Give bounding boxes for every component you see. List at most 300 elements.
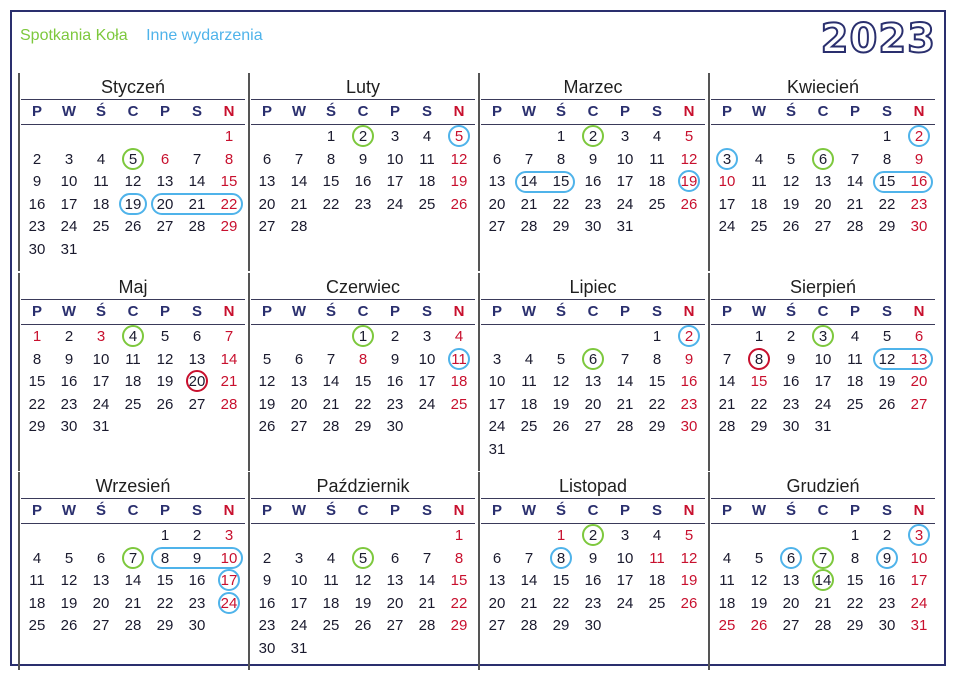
day-cell[interactable] [673,193,705,216]
day-cell[interactable] [443,370,475,393]
day-cell[interactable] [283,170,315,193]
day-cell[interactable] [347,148,379,171]
day-cell[interactable] [839,547,871,570]
day-cell[interactable] [839,170,871,193]
day-cell[interactable] [545,415,577,438]
day-cell[interactable] [251,348,283,371]
day-cell[interactable] [545,193,577,216]
day-cell[interactable] [839,592,871,615]
day-cell[interactable] [53,547,85,570]
day-cell[interactable] [775,614,807,637]
day-cell[interactable] [283,569,315,592]
day-cell[interactable] [149,524,181,547]
day-cell[interactable] [443,524,475,547]
day-cell[interactable] [443,148,475,171]
day-cell[interactable] [315,170,347,193]
day-cell[interactable] [85,193,117,216]
day-cell[interactable] [513,569,545,592]
day-cell[interactable] [21,348,53,371]
day-cell[interactable] [673,148,705,171]
day-cell[interactable] [347,125,379,148]
day-cell[interactable] [443,348,475,371]
day-cell[interactable] [743,170,775,193]
day-cell[interactable] [711,569,743,592]
day-cell[interactable] [481,215,513,238]
day-cell[interactable] [807,614,839,637]
day-cell[interactable] [117,215,149,238]
day-cell[interactable] [411,348,443,371]
day-cell[interactable] [743,415,775,438]
day-cell[interactable] [149,370,181,393]
day-cell[interactable] [181,370,213,393]
day-cell[interactable] [775,592,807,615]
day-cell[interactable] [283,614,315,637]
day-cell[interactable] [807,569,839,592]
day-cell[interactable] [903,193,935,216]
day-cell[interactable] [53,370,85,393]
day-cell[interactable] [251,614,283,637]
day-cell[interactable] [315,415,347,438]
day-cell[interactable] [609,569,641,592]
day-cell[interactable] [85,569,117,592]
day-cell[interactable] [411,614,443,637]
day-cell[interactable] [181,215,213,238]
day-cell[interactable] [839,569,871,592]
day-cell[interactable] [481,193,513,216]
day-cell[interactable] [149,614,181,637]
day-cell[interactable] [181,524,213,547]
day-cell[interactable] [117,170,149,193]
day-cell[interactable] [673,592,705,615]
day-cell[interactable] [481,569,513,592]
day-cell[interactable] [871,148,903,171]
day-cell[interactable] [775,170,807,193]
day-cell[interactable] [283,348,315,371]
day-cell[interactable] [117,325,149,348]
day-cell[interactable] [711,170,743,193]
day-cell[interactable] [871,325,903,348]
day-cell[interactable] [839,325,871,348]
day-cell[interactable] [839,524,871,547]
day-cell[interactable] [513,393,545,416]
day-cell[interactable] [807,148,839,171]
day-cell[interactable] [743,547,775,570]
day-cell[interactable] [673,125,705,148]
day-cell[interactable] [251,170,283,193]
day-cell[interactable] [379,393,411,416]
day-cell[interactable] [743,614,775,637]
day-cell[interactable] [609,370,641,393]
day-cell[interactable] [85,393,117,416]
day-cell[interactable] [743,325,775,348]
day-cell[interactable] [53,148,85,171]
day-cell[interactable] [251,148,283,171]
day-cell[interactable] [807,170,839,193]
day-cell[interactable] [577,592,609,615]
day-cell[interactable] [807,415,839,438]
day-cell[interactable] [21,370,53,393]
day-cell[interactable] [743,592,775,615]
day-cell[interactable] [213,325,245,348]
day-cell[interactable] [443,125,475,148]
day-cell[interactable] [181,614,213,637]
day-cell[interactable] [839,148,871,171]
day-cell[interactable] [283,393,315,416]
day-cell[interactable] [379,547,411,570]
day-cell[interactable] [53,193,85,216]
day-cell[interactable] [411,170,443,193]
day-cell[interactable] [443,393,475,416]
day-cell[interactable] [839,393,871,416]
day-cell[interactable] [21,569,53,592]
day-cell[interactable] [711,370,743,393]
day-cell[interactable] [807,547,839,570]
day-cell[interactable] [379,325,411,348]
day-cell[interactable] [315,393,347,416]
day-cell[interactable] [117,393,149,416]
day-cell[interactable] [577,193,609,216]
day-cell[interactable] [181,569,213,592]
day-cell[interactable] [251,193,283,216]
day-cell[interactable] [347,547,379,570]
day-cell[interactable] [315,614,347,637]
day-cell[interactable] [839,193,871,216]
day-cell[interactable] [149,592,181,615]
day-cell[interactable] [21,238,53,261]
day-cell[interactable] [903,325,935,348]
day-cell[interactable] [577,215,609,238]
day-cell[interactable] [711,348,743,371]
day-cell[interactable] [871,193,903,216]
day-cell[interactable] [21,170,53,193]
day-cell[interactable] [117,592,149,615]
day-cell[interactable] [443,569,475,592]
day-cell[interactable] [711,614,743,637]
day-cell[interactable] [711,547,743,570]
day-cell[interactable] [21,393,53,416]
day-cell[interactable] [117,148,149,171]
day-cell[interactable] [545,393,577,416]
day-cell[interactable] [213,215,245,238]
day-cell[interactable] [513,415,545,438]
day-cell[interactable] [213,569,245,592]
day-cell[interactable] [283,370,315,393]
day-cell[interactable] [315,125,347,148]
day-cell[interactable] [347,370,379,393]
day-cell[interactable] [283,547,315,570]
day-cell[interactable] [251,415,283,438]
day-cell[interactable] [117,547,149,570]
day-cell[interactable] [251,637,283,660]
day-cell[interactable] [251,393,283,416]
day-cell[interactable] [673,348,705,371]
day-cell[interactable] [513,148,545,171]
day-cell[interactable] [743,193,775,216]
day-cell[interactable] [347,325,379,348]
day-cell[interactable] [481,547,513,570]
day-cell[interactable] [545,547,577,570]
day-cell[interactable] [85,547,117,570]
day-cell[interactable] [443,193,475,216]
day-cell[interactable] [577,148,609,171]
day-cell[interactable] [347,393,379,416]
day-cell[interactable] [117,614,149,637]
day-cell[interactable] [513,370,545,393]
day-cell[interactable] [545,614,577,637]
day-cell[interactable] [545,524,577,547]
day-cell[interactable] [181,393,213,416]
day-cell[interactable] [807,592,839,615]
day-cell[interactable] [379,592,411,615]
day-cell[interactable] [85,348,117,371]
day-cell[interactable] [347,592,379,615]
day-cell[interactable] [149,170,181,193]
day-cell[interactable] [775,393,807,416]
day-cell[interactable] [609,524,641,547]
day-cell[interactable] [53,415,85,438]
day-cell[interactable] [481,592,513,615]
day-cell[interactable] [673,370,705,393]
day-cell[interactable] [641,370,673,393]
day-cell[interactable] [545,125,577,148]
day-cell[interactable] [53,348,85,371]
day-cell[interactable] [641,125,673,148]
day-cell[interactable] [871,569,903,592]
day-cell[interactable] [181,148,213,171]
day-cell[interactable] [903,592,935,615]
day-cell[interactable] [213,125,245,148]
day-cell[interactable] [53,569,85,592]
day-cell[interactable] [481,614,513,637]
day-cell[interactable] [871,592,903,615]
day-cell[interactable] [641,393,673,416]
day-cell[interactable] [149,393,181,416]
day-cell[interactable] [513,592,545,615]
day-cell[interactable] [379,370,411,393]
day-cell[interactable] [411,193,443,216]
day-cell[interactable] [181,325,213,348]
day-cell[interactable] [283,592,315,615]
day-cell[interactable] [609,415,641,438]
day-cell[interactable] [839,614,871,637]
day-cell[interactable] [379,193,411,216]
day-cell[interactable] [85,148,117,171]
day-cell[interactable] [545,148,577,171]
day-cell[interactable] [609,125,641,148]
day-cell[interactable] [577,547,609,570]
day-cell[interactable] [21,614,53,637]
day-cell[interactable] [315,193,347,216]
day-cell[interactable] [53,393,85,416]
day-cell[interactable] [411,148,443,171]
day-cell[interactable] [85,592,117,615]
day-cell[interactable] [513,215,545,238]
day-cell[interactable] [775,547,807,570]
day-cell[interactable] [871,524,903,547]
day-cell[interactable] [577,125,609,148]
day-cell[interactable] [641,325,673,348]
day-cell[interactable] [251,569,283,592]
day-cell[interactable] [379,148,411,171]
day-cell[interactable] [871,125,903,148]
day-cell[interactable] [149,148,181,171]
day-cell[interactable] [347,348,379,371]
day-cell[interactable] [213,524,245,547]
day-cell[interactable] [251,215,283,238]
day-cell[interactable] [807,215,839,238]
day-cell[interactable] [807,393,839,416]
day-cell[interactable] [53,170,85,193]
day-cell[interactable] [283,637,315,660]
day-cell[interactable] [903,614,935,637]
day-cell[interactable] [443,170,475,193]
day-cell[interactable] [513,547,545,570]
day-cell[interactable] [53,325,85,348]
day-cell[interactable] [213,348,245,371]
day-cell[interactable] [871,614,903,637]
day-cell[interactable] [481,415,513,438]
day-cell[interactable] [21,193,53,216]
day-cell[interactable] [411,547,443,570]
day-cell[interactable] [85,614,117,637]
day-cell[interactable] [251,592,283,615]
day-cell[interactable] [545,569,577,592]
day-cell[interactable] [315,547,347,570]
day-cell[interactable] [609,193,641,216]
day-cell[interactable] [839,348,871,371]
day-cell[interactable] [315,370,347,393]
day-cell[interactable] [283,215,315,238]
day-cell[interactable] [711,215,743,238]
day-cell[interactable] [641,193,673,216]
day-cell[interactable] [411,569,443,592]
day-cell[interactable] [577,614,609,637]
day-cell[interactable] [903,569,935,592]
day-cell[interactable] [251,547,283,570]
day-cell[interactable] [775,370,807,393]
day-cell[interactable] [347,614,379,637]
day-cell[interactable] [411,325,443,348]
day-cell[interactable] [411,370,443,393]
day-cell[interactable] [903,393,935,416]
day-cell[interactable] [213,393,245,416]
day-cell[interactable] [181,170,213,193]
day-cell[interactable] [315,592,347,615]
day-cell[interactable] [673,325,705,348]
day-cell[interactable] [871,547,903,570]
day-cell[interactable] [149,325,181,348]
day-cell[interactable] [807,325,839,348]
day-cell[interactable] [903,524,935,547]
day-cell[interactable] [149,569,181,592]
day-cell[interactable] [21,215,53,238]
day-cell[interactable] [443,592,475,615]
day-cell[interactable] [641,348,673,371]
day-cell[interactable] [577,170,609,193]
day-cell[interactable] [315,348,347,371]
day-cell[interactable] [53,215,85,238]
day-cell[interactable] [609,393,641,416]
day-cell[interactable] [641,524,673,547]
day-cell[interactable] [641,415,673,438]
day-cell[interactable] [443,614,475,637]
day-cell[interactable] [609,592,641,615]
day-cell[interactable] [775,193,807,216]
day-cell[interactable] [481,393,513,416]
day-cell[interactable] [871,370,903,393]
day-cell[interactable] [315,569,347,592]
day-cell[interactable] [775,348,807,371]
day-cell[interactable] [743,393,775,416]
day-cell[interactable] [117,348,149,371]
day-cell[interactable] [481,370,513,393]
day-cell[interactable] [577,524,609,547]
day-cell[interactable] [577,370,609,393]
day-cell[interactable] [673,170,705,193]
day-cell[interactable] [181,592,213,615]
day-cell[interactable] [21,415,53,438]
day-cell[interactable] [775,569,807,592]
day-cell[interactable] [443,325,475,348]
day-cell[interactable] [149,215,181,238]
day-cell[interactable] [673,547,705,570]
day-cell[interactable] [903,370,935,393]
day-cell[interactable] [213,592,245,615]
day-cell[interactable] [743,370,775,393]
day-cell[interactable] [871,215,903,238]
day-cell[interactable] [903,125,935,148]
day-cell[interactable] [577,569,609,592]
day-cell[interactable] [711,393,743,416]
day-cell[interactable] [839,215,871,238]
day-cell[interactable] [443,547,475,570]
day-cell[interactable] [641,592,673,615]
day-cell[interactable] [673,415,705,438]
day-cell[interactable] [711,193,743,216]
day-cell[interactable] [609,215,641,238]
day-cell[interactable] [743,148,775,171]
day-cell[interactable] [577,415,609,438]
day-cell[interactable] [411,592,443,615]
day-cell[interactable] [283,415,315,438]
day-cell[interactable] [379,348,411,371]
day-cell[interactable] [743,569,775,592]
day-cell[interactable] [871,393,903,416]
day-cell[interactable] [315,148,347,171]
day-cell[interactable] [545,348,577,371]
day-cell[interactable] [283,193,315,216]
day-cell[interactable] [577,348,609,371]
day-cell[interactable] [673,524,705,547]
day-cell[interactable] [411,393,443,416]
day-cell[interactable] [347,415,379,438]
day-cell[interactable] [609,148,641,171]
day-cell[interactable] [481,438,513,461]
day-cell[interactable] [85,170,117,193]
day-cell[interactable] [775,215,807,238]
day-cell[interactable] [513,348,545,371]
day-cell[interactable] [21,325,53,348]
day-cell[interactable] [149,348,181,371]
day-cell[interactable] [251,370,283,393]
day-cell[interactable] [775,415,807,438]
day-cell[interactable] [673,393,705,416]
day-cell[interactable] [545,370,577,393]
day-cell[interactable] [347,170,379,193]
day-cell[interactable] [379,569,411,592]
day-cell[interactable] [181,348,213,371]
day-cell[interactable] [641,547,673,570]
